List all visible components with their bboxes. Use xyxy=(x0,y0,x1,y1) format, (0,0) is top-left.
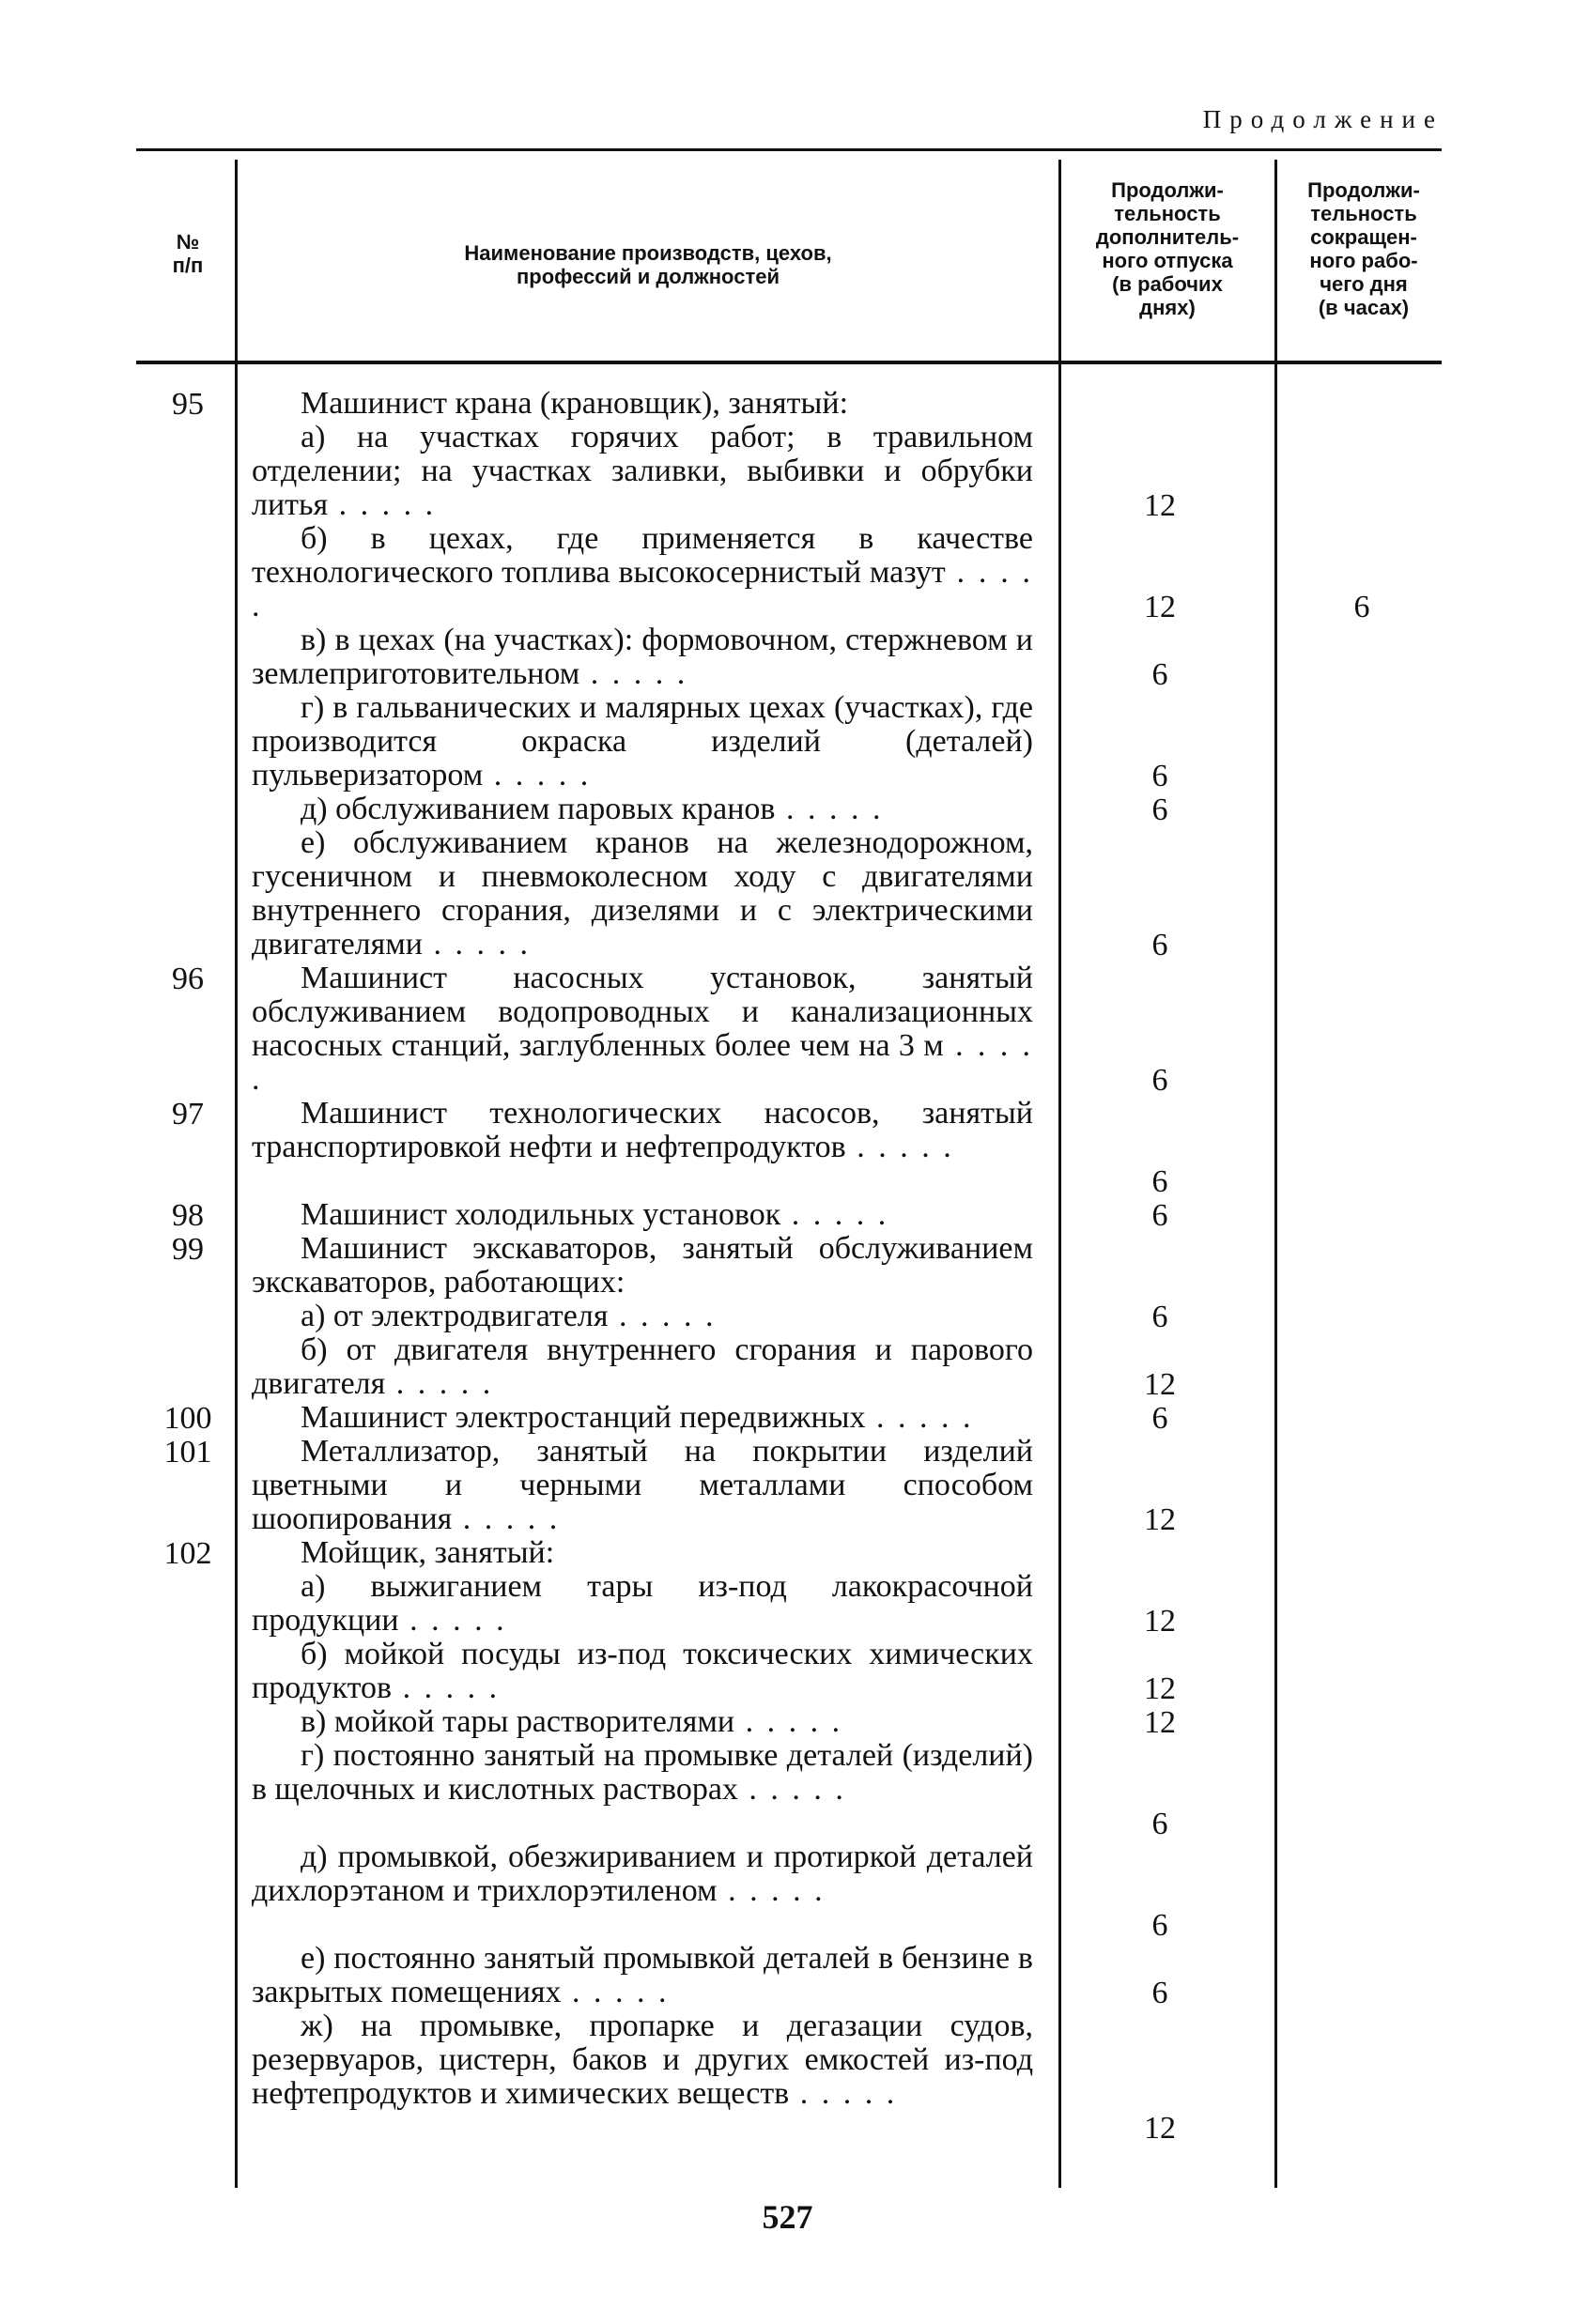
row-text: е) обслуживанием кранов на железнодорожном, гусеничном и пневмоколесном ходу с двигателями внутреннего сгорания, дизелями и с электрическими двигателями . . . . . xyxy=(252,825,1033,962)
header-col-day: Продолжи- тельность сокращен- ного рабо- чего дня (в часах) xyxy=(1307,178,1420,319)
additional-leave-days: 12 xyxy=(1144,2111,1176,2146)
row-text: Машинист насосных установок, занятый обслуживанием водопроводных и канализационных насосных станций, заглубленных более чем на 3 м . . . . . xyxy=(252,961,1033,1097)
additional-leave-days: 6 xyxy=(1151,793,1168,827)
additional-leave-days: 6 xyxy=(1151,1401,1168,1436)
row-text: в) мойкой тары растворителями . . . . . xyxy=(301,1704,843,1739)
row-text: Мойщик, занятый: xyxy=(301,1535,555,1570)
row-text: Машинист технологических насосов, занятый транспортировкой нефти и нефтепродуктов . . . . . xyxy=(252,1096,1033,1164)
additional-leave-days: 12 xyxy=(1144,1705,1176,1740)
row-text: Машинист электростанций передвижных . . . . . xyxy=(301,1400,974,1435)
additional-leave-days: 6 xyxy=(1151,1807,1168,1841)
row-number: 96 xyxy=(172,962,204,996)
top-rule xyxy=(136,148,1442,151)
row-text: г) постоянно занятый на промывке деталей (изделий) в щелочных и кислотных растворах . . . . . xyxy=(252,1738,1033,1807)
row-text: Машинист холодильных установок . . . . . xyxy=(301,1197,889,1232)
additional-leave-days: 6 xyxy=(1151,928,1168,962)
header-col-leave: Продолжи- тельность дополнитель- ного отпуска (в рабочих днях) xyxy=(1095,178,1240,319)
row-text: Машинист экскаваторов, занятый обслуживанием экскаваторов, работающих: xyxy=(252,1231,1033,1300)
row-number: 99 xyxy=(172,1232,204,1267)
row-text: б) мойкой посуды из-под токсических химических продуктов . . . . . xyxy=(252,1637,1033,1705)
row-number: 98 xyxy=(172,1198,204,1233)
row-text: д) промывкой, обезжириванием и протиркой деталей дихлорэтаном и трихлорэтиленом . . . . . xyxy=(252,1839,1033,1908)
row-text: ж) на промывке, пропарке и дегазации судов, резервуаров, цистерн, баков и других емкостей из-под нефтепродуктов и химических веществ . . . . . xyxy=(252,2008,1033,2111)
row-text: а) от электродвигателя . . . . . xyxy=(301,1299,717,1333)
additional-leave-days: 6 xyxy=(1151,1908,1168,1943)
additional-leave-days: 12 xyxy=(1144,1604,1176,1639)
row-text: г) в гальванических и малярных цехах (участках), где производится окраска изделий (деталей) пульверизатором . . . . . xyxy=(252,690,1033,793)
row-text: в) в цехах (на участках): формовочном, стержневом и землеприготовительном . . . . . xyxy=(252,623,1033,691)
additional-leave-days: 6 xyxy=(1151,1300,1168,1334)
additional-leave-days: 6 xyxy=(1151,657,1168,692)
column-rule-1 xyxy=(235,160,238,2188)
row-text: а) на участках горячих работ; в травильном отделении; на участках заливки, выбивки и обрубки литья . . . . . xyxy=(252,420,1033,522)
header-bottom-rule xyxy=(136,361,1442,364)
header-col-name: Наименование производств, цехов, профессий и должностей xyxy=(464,241,832,288)
additional-leave-days: 12 xyxy=(1144,1671,1176,1706)
row-text: б) в цехах, где применяется в качестве технологического топлива высокосернистый мазут . . . . . xyxy=(252,521,1034,623)
row-number: 101 xyxy=(163,1435,212,1470)
page-number: 527 xyxy=(762,2198,813,2236)
additional-leave-days: 6 xyxy=(1151,1198,1168,1233)
continued-label: Продолжение xyxy=(1202,105,1444,133)
additional-leave-days: 6 xyxy=(1151,1063,1168,1098)
row-text: д) обслуживанием паровых кранов . . . . . xyxy=(301,792,884,826)
row-text: Машинист крана (крановщик), занятый: xyxy=(301,386,849,421)
additional-leave-days: 6 xyxy=(1151,1164,1168,1199)
row-number: 95 xyxy=(172,387,204,422)
row-number: 97 xyxy=(172,1097,204,1131)
column-rule-3 xyxy=(1274,160,1277,2188)
row-text: Металлизатор, занятый на покрытии изделий цветными и черными металлами способом шоопирования . . . . . xyxy=(252,1434,1033,1536)
row-number: 100 xyxy=(163,1401,212,1436)
additional-leave-days: 12 xyxy=(1144,488,1176,523)
row-text: а) выжиганием тары из-под лакокрасочной продукции . . . . . xyxy=(252,1569,1033,1638)
row-text: е) постоянно занятый промывкой деталей в бензине в закрытых помещениях . . . . . xyxy=(252,1941,1033,2009)
additional-leave-days: 12 xyxy=(1144,590,1176,624)
header-col-number: № п/п xyxy=(172,230,204,277)
additional-leave-days: 12 xyxy=(1144,1367,1176,1402)
reduced-workday-hours: 6 xyxy=(1353,590,1370,624)
row-number: 102 xyxy=(163,1536,212,1571)
row-text: б) от двигателя внутреннего сгорания и парового двигателя . . . . . xyxy=(252,1332,1033,1401)
additional-leave-days: 6 xyxy=(1151,1976,1168,2010)
additional-leave-days: 6 xyxy=(1151,759,1168,793)
additional-leave-days: 12 xyxy=(1144,1502,1176,1537)
